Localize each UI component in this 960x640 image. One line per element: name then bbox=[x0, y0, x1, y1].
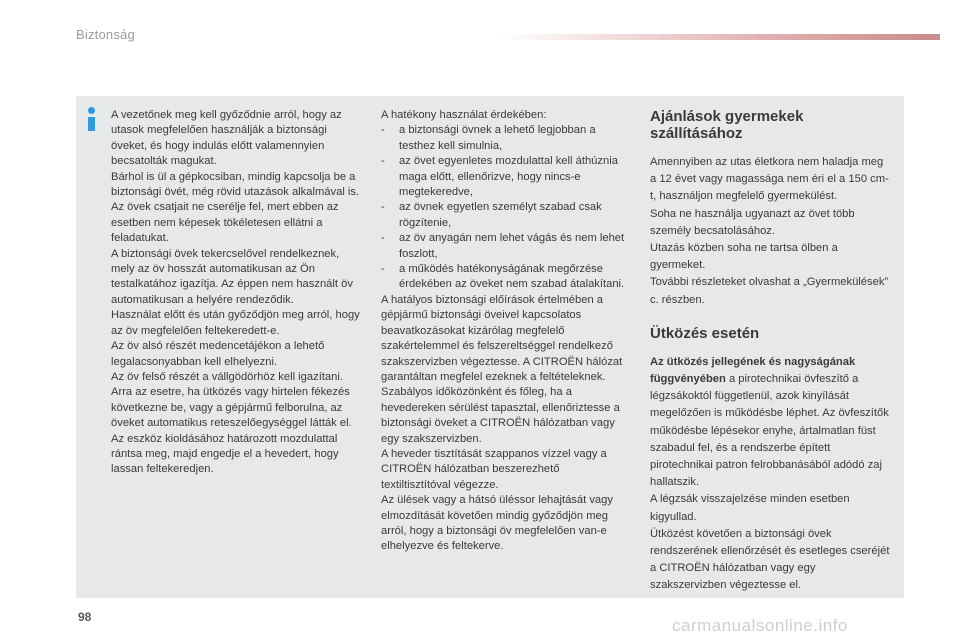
paragraph: Utazás közben soha ne tartsa ölben a gyermeket. bbox=[650, 242, 838, 272]
paragraph: A hatályos biztonsági előírások értelmében a gépjármű biztonsági öveivel kapcsolatos beavatkozásokat kizárólag megfelelő szakértelemmel és felszereltséggel rendelkező szakszervizben végeztesse. A CITROËN hálózat garantáltan megfelel ezeknek a feltételeknek. bbox=[381, 293, 623, 383]
paragraph: További részleteket olvashat a „Gyermekülések” c. részben. bbox=[650, 276, 889, 306]
paragraph: A légzsák visszajelzése minden esetben kigyullad. bbox=[650, 493, 850, 523]
column-effective-use bbox=[381, 108, 631, 555]
paragraph: Ütközést követően a biztonsági övek rendszerének ellenőrzését és esetleges cseréjét a CITROËN hálózatban vagy egy szakszervizben végeztesse el. bbox=[650, 527, 890, 592]
list-intro: A hatékony használat érdekében: bbox=[381, 109, 547, 121]
paragraph: Használat előtt és után győződjön meg arról, hogy az öv megfelelően feltekeredett-e. bbox=[111, 309, 360, 337]
list-item: - az övnek egyetlen személyt szabad csak rögzítenie, bbox=[381, 200, 631, 231]
emphasis-text: Az ütközés jellegének és nagyságának függvényében bbox=[650, 355, 856, 386]
paragraph: A heveder tisztítását szappanos vízzel vagy a CITROËN hálózatban beszerezhető textiltisztítóval végezze. bbox=[381, 447, 607, 491]
paragraph: A vezetőnek meg kell győződnie arról, hogy az utasok megfelelően használják a biztonsági öveket, és hogy indulás előtt valamennyien becsatolták magukat. bbox=[111, 109, 342, 168]
column-seatbelt-usage bbox=[111, 108, 361, 478]
info-icon bbox=[84, 107, 98, 131]
paragraph: Soha ne használja ugyanazt az övet több személy becsatolásához. bbox=[650, 207, 855, 237]
page-header-title: Biztonság bbox=[76, 27, 135, 42]
list-item-text: az övet egyenletes mozdulattal kell áthúznia maga előtt, ellenőrizve, hogy nincs-e megtekeredve, bbox=[399, 155, 618, 199]
header-decorative-rule bbox=[500, 34, 940, 40]
paragraph: Az övek csatjait ne cserélje fel, mert ebben az esetben nem képesek tökéletesen ellátni a feladatukat. bbox=[111, 201, 339, 245]
list-item: - a működés hatékonyságának megőrzése érdekében az öveket nem szabad átalakítani. bbox=[381, 262, 631, 293]
paragraph: Bárhol is ül a gépkocsiban, mindig kapcsolja be a biztonsági övét, még rövid utazások alkalmával is. bbox=[111, 170, 360, 199]
info-icon-dot bbox=[88, 107, 95, 114]
list-item: - a biztonsági övnek a lehető legjobban a testhez kell simulnia, bbox=[381, 123, 631, 154]
watermark: carmanualsonline.info bbox=[672, 616, 848, 635]
list-item-text: az öv anyagán nem lehet vágás és nem lehet foszlott, bbox=[399, 232, 625, 260]
list-item-text: az övnek egyetlen személyt szabad csak rögzítenie, bbox=[399, 201, 602, 229]
paragraph: Amennyiben az utas életkora nem haladja meg a 12 évet vagy magassága nem éri el a 150 cm-t, használjon megfelelő gyermekülést. bbox=[650, 156, 889, 203]
paragraph bbox=[650, 354, 890, 492]
paragraph: A biztonsági övek tekercselővel rendelkeznek, mely az öv hosszát automatikusan az Ön testalkatához igazítja. Az éppen nem használt öv automatikusan a helyére rendeződik. bbox=[111, 247, 353, 306]
paragraph: Az öv alsó részét medencetájékon a lehető legalacsonyabban kell elhelyezni. bbox=[111, 340, 325, 368]
paragraph: Az ülések vagy a hátsó üléssor lehajtását vagy elmozdítását követően mindig győződjön meg arról, hogy a biztonsági öv megfelelően van-e elhelyezve és feltekerve. bbox=[381, 494, 613, 553]
section-heading-collision: Ütközés esetén bbox=[650, 324, 760, 342]
info-icon-stem bbox=[88, 117, 95, 131]
paragraph: Az öv felső részét a vállgödörhöz kell igazítani. bbox=[111, 370, 343, 383]
list-item: - az öv anyagán nem lehet vágás és nem lehet foszlott, bbox=[381, 231, 631, 262]
list-item: - az övet egyenletes mozdulattal kell áthúznia maga előtt, ellenőrizve, hogy nincs-e megtekeredve, bbox=[381, 154, 631, 200]
section-heading-children: Ajánlások gyermekek szállításához bbox=[650, 108, 804, 142]
list-item-text: a működés hatékonyságának megőrzése érdekében az öveket nem szabad átalakítani. bbox=[399, 263, 625, 291]
paragraph: Arra az esetre, ha ütközés vagy hirtelen fékezés következne be, vagy a gépjármű felborulna, az öveket automatikus reteszelőegységgel látták el. Az eszköz kioldásához határozott mozdulattal rántsa meg, majd engedje el a hevedert, hogy lassan feltekeredjen. bbox=[111, 386, 352, 476]
page-number: 98 bbox=[78, 610, 92, 624]
paragraph-text: a pirotechnikai övfeszítő a légzsákoktól függetlenül, azok kinyílását megelőzően is működésbe léphet. Az övfeszítők működésbe lépésekor enyhe, ártalmatlan füst szabadul fel, és a rendszerbe épített pirotechnikai patron felrobbanásából adódó zaj hallatszik. bbox=[650, 373, 889, 489]
paragraph: Szabályos időközönként és főleg, ha a hevedereken sérülést tapasztal, ellenőriztesse a biztonsági öveket a CITROËN hálózatban vagy egy szakszervizben. bbox=[381, 386, 620, 445]
column-children-and-collision bbox=[650, 108, 890, 595]
list-item-text: a biztonsági övnek a lehető legjobban a testhez kell simulnia, bbox=[399, 124, 596, 152]
